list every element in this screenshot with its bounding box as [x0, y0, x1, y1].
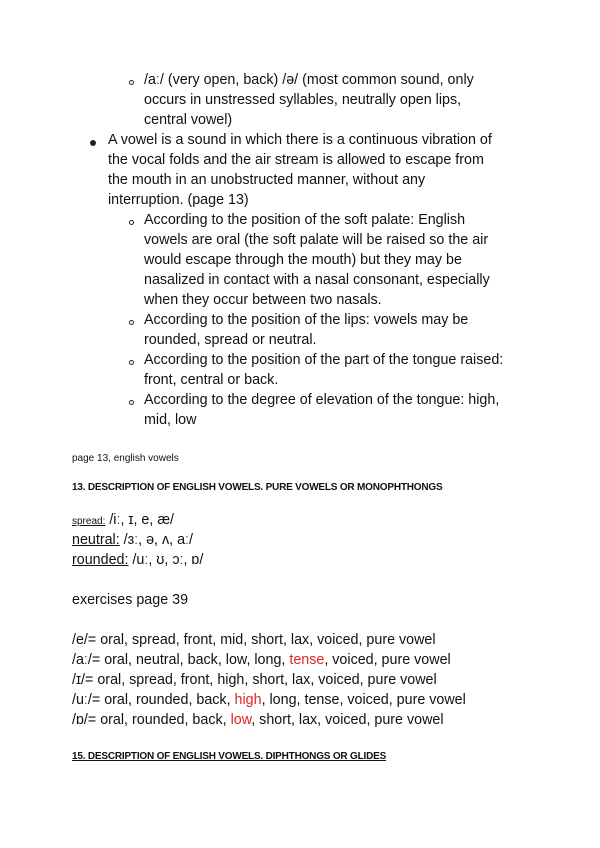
desc-u	[72, 692, 466, 708]
sub2-line-1: According to the position of the lips: vowels may be	[144, 312, 469, 328]
sub-bullet-icon	[129, 360, 134, 365]
desc-u-highlight: high	[234, 692, 262, 708]
sub4-line-1: According to the degree of elevation of the tongue: high,	[144, 392, 500, 408]
sub3-line-2: front, central or back.	[144, 372, 279, 388]
bullet-icon	[90, 140, 96, 146]
sub-bullet-icon	[129, 320, 134, 325]
page-note: page 13, english vowels	[72, 453, 179, 464]
desc-a	[72, 652, 451, 668]
desc-i: /ɪ/= oral, spread, front, high, short, lax, voiced, pure vowel	[72, 672, 437, 688]
sub0-line-2: occurs in unstressed syllables, neutrally open lips,	[144, 92, 462, 108]
desc-u-pre: /uː/= oral, rounded, back,	[72, 692, 235, 708]
lips-rounded-line	[72, 552, 203, 568]
bullet-line-4: interruption. (page 13)	[108, 192, 249, 208]
sub-bullet-icon	[129, 220, 134, 225]
sub3-line-1: According to the position of the part of the tongue raised:	[144, 352, 504, 368]
neutral-label: neutral:	[72, 532, 120, 548]
lips-spread-line	[72, 512, 174, 528]
bullet-line-1: A vowel is a sound in which there is a continuous vibration of	[108, 132, 492, 148]
sub0-line-3: central vowel)	[144, 112, 233, 128]
neutral-value: /ɜː, ə, ʌ, aː/	[119, 532, 193, 548]
sub1-line-4: nasalized in contact with a nasal consonant, especially	[144, 272, 490, 288]
desc-a-post: , voiced, pure vowel	[324, 652, 451, 668]
sub2-line-2: rounded, spread or neutral.	[144, 332, 317, 348]
sub4-line-2: mid, low	[144, 412, 197, 428]
lips-neutral-line	[72, 532, 193, 548]
sub-bullet-icon	[129, 400, 134, 405]
sub1-line-5: when they occur between two nasals.	[144, 292, 382, 308]
desc-o-post: , short, lax, voiced, pure vowel	[251, 712, 444, 728]
sub1-line-3: would escape through the mouth) but they may be	[144, 252, 462, 268]
desc-u-post: , long, tense, voiced, pure vowel	[261, 692, 466, 708]
spread-label: spread:	[72, 516, 106, 527]
rounded-value: /uː, ʊ, ɔː, ɒ/	[128, 552, 204, 568]
sub1-line-2: vowels are oral (the soft palate will be raised so the air	[144, 232, 489, 248]
desc-a-pre: /aː/= oral, neutral, back, low, long,	[72, 652, 290, 668]
desc-e: /e/= oral, spread, front, mid, short, lax, voiced, pure vowel	[72, 632, 436, 648]
sub-bullet-icon	[129, 80, 134, 85]
section-heading-13: 13. DESCRIPTION OF ENGLISH VOWELS. PURE VOWELS OR MONOPHTHONGS	[72, 482, 443, 493]
desc-o-highlight: low	[230, 712, 252, 728]
desc-o	[72, 712, 444, 728]
spread-value: /iː, ɪ, e, æ/	[105, 512, 175, 528]
exercises-label: exercises page 39	[72, 592, 189, 608]
sub0-line-1: /aː/ (very open, back) /ə/ (most common sound, only	[144, 72, 474, 88]
sub1-line-1: According to the position of the soft palate: English	[144, 212, 466, 228]
bullet-line-3: the mouth in an unobstructed manner, without any	[108, 172, 426, 188]
bullet-line-2: the vocal folds and the air stream is allowed to escape from	[108, 152, 484, 168]
rounded-label: rounded:	[72, 552, 129, 568]
desc-o-pre: /ɒ/= oral, rounded, back,	[72, 712, 231, 728]
desc-a-highlight: tense	[289, 652, 325, 668]
section-heading-15: 15. DESCRIPTION OF ENGLISH VOWELS. DIPHTHONGS OR GLIDES	[72, 751, 387, 762]
